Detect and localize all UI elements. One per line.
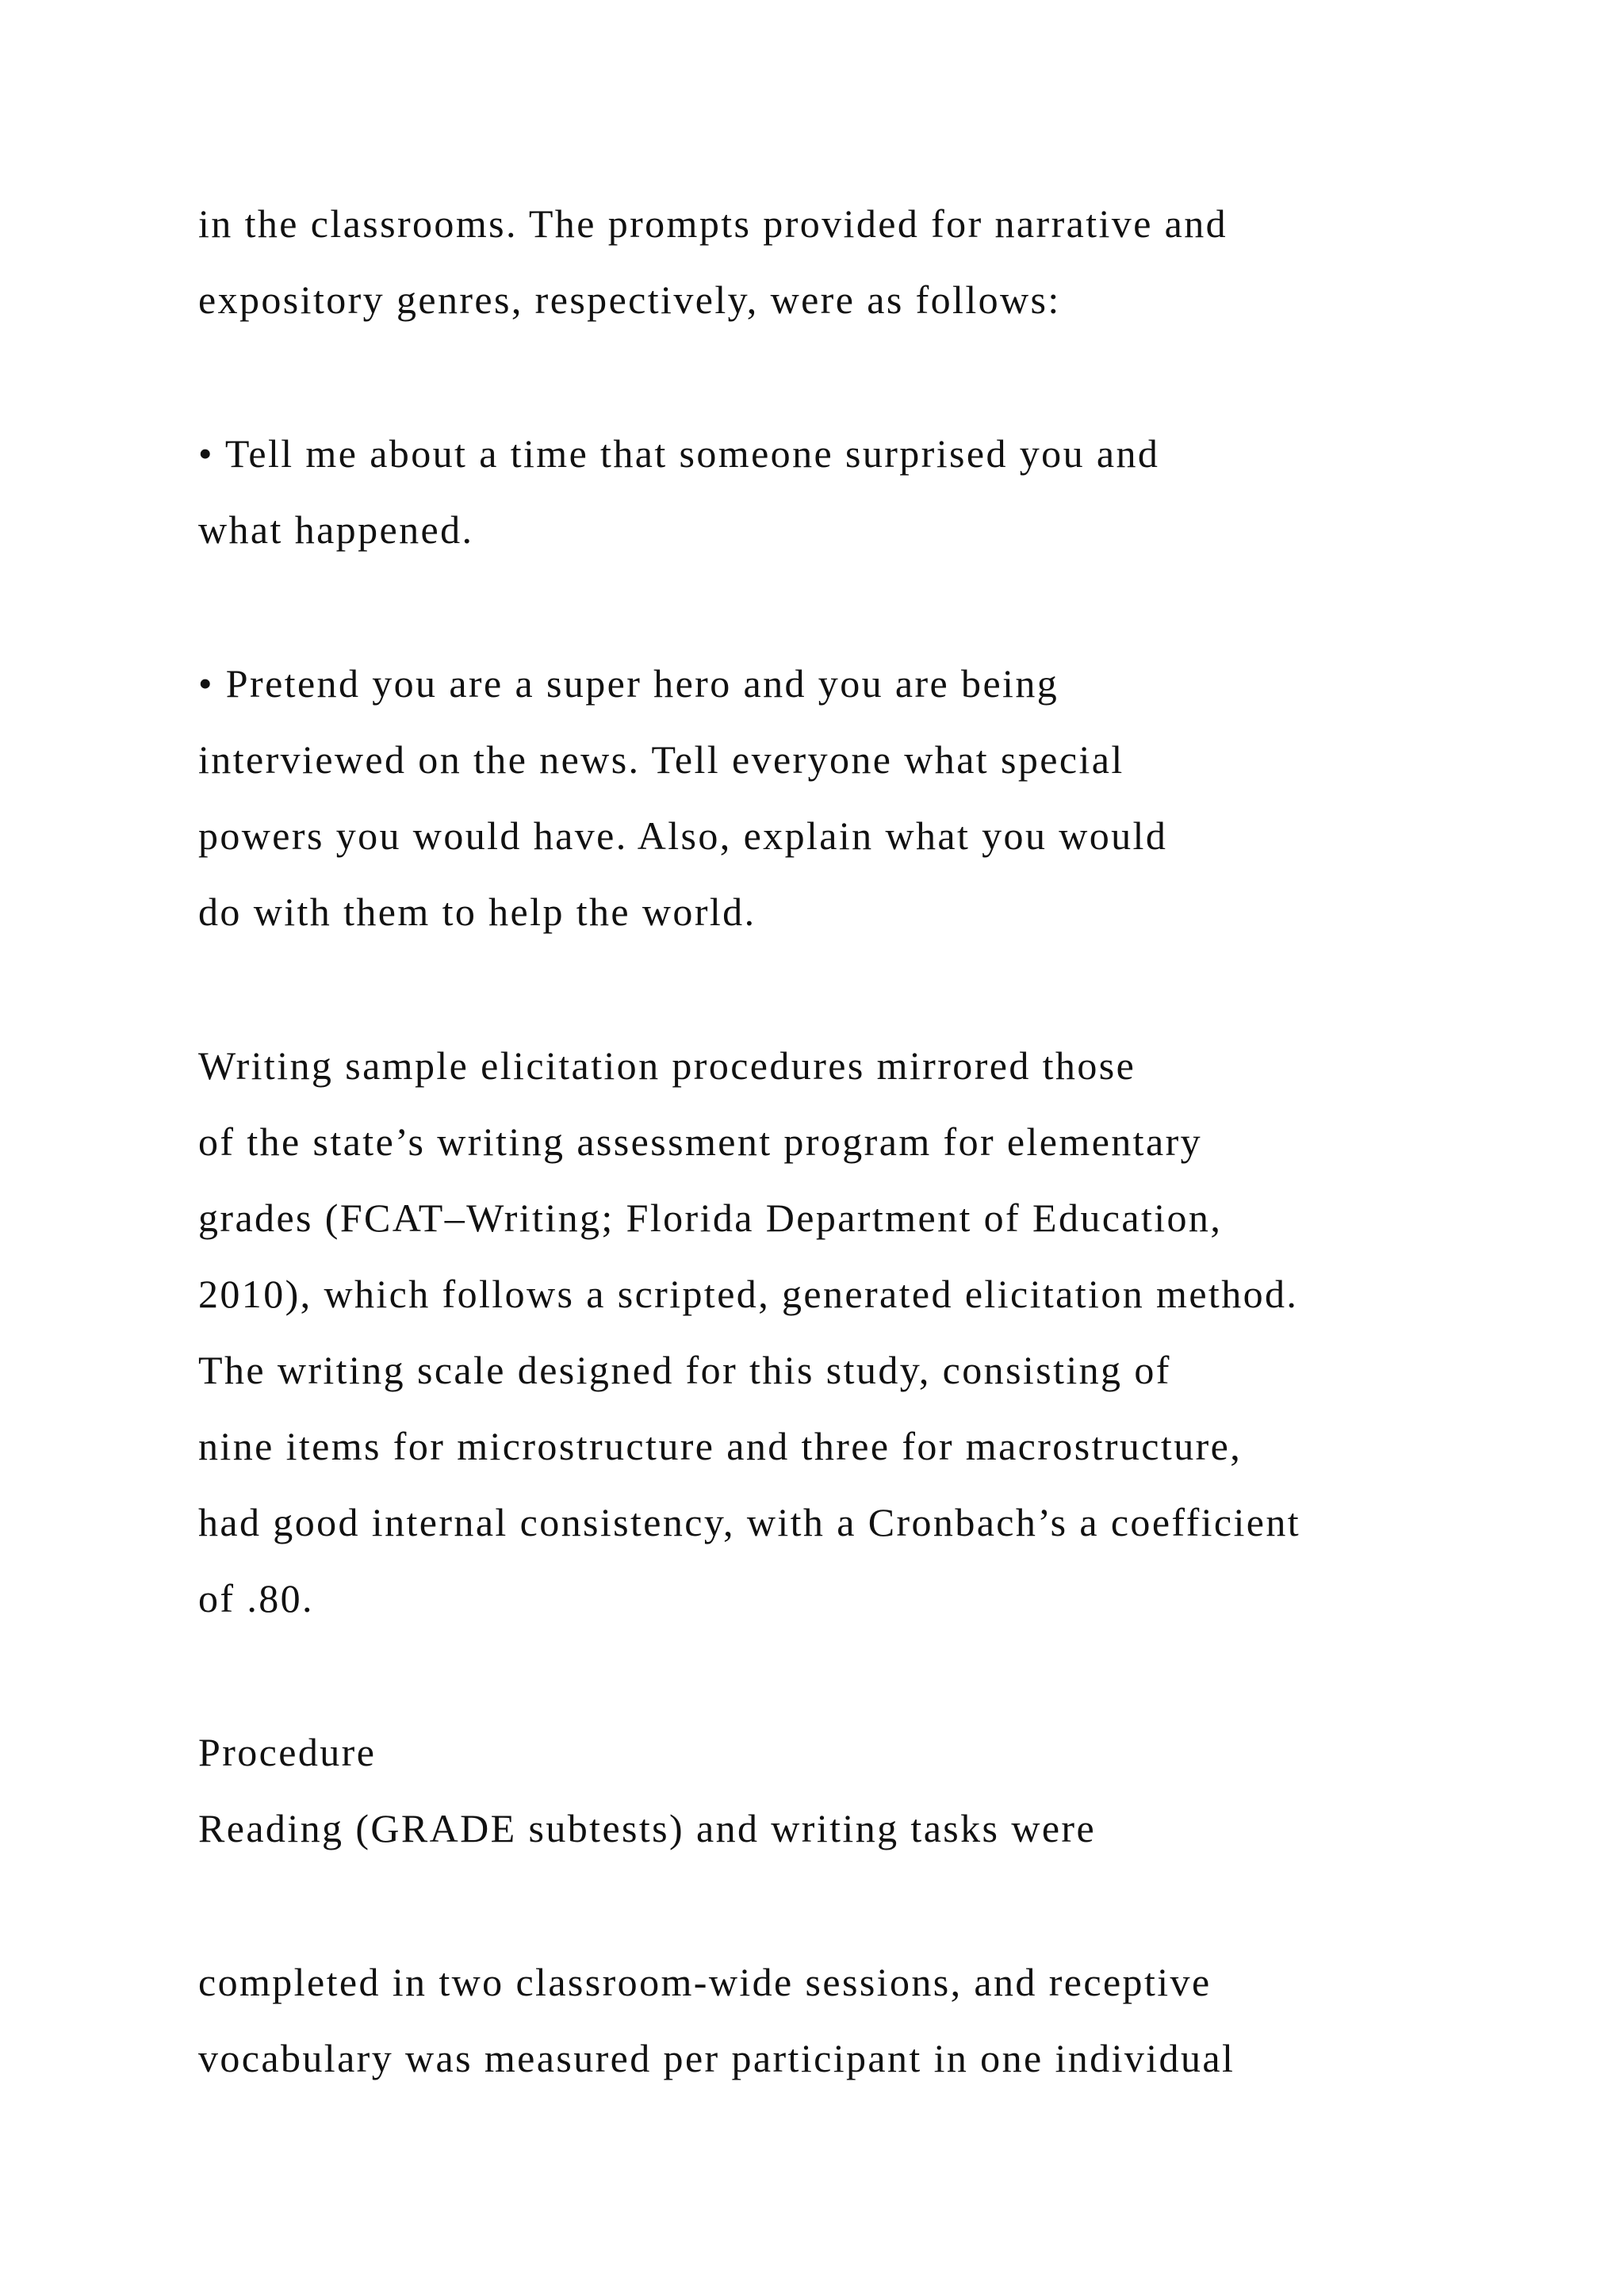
- text-line: Reading (GRADE subtests) and writing tasks were: [198, 1806, 1097, 1850]
- text-line: 2010), which follows a scripted, generated elicitation method.: [198, 1272, 1299, 1316]
- text-line: grades (FCAT–Writing; Florida Department of Education,: [198, 1196, 1223, 1240]
- section-heading: Procedure: [198, 1730, 377, 1774]
- text-line: had good internal consistency, with a Cronbach’s a coefficient: [198, 1500, 1301, 1544]
- text-line: nine items for microstructure and three for macrostructure,: [198, 1424, 1243, 1468]
- text-line: do with them to help the world.: [198, 890, 756, 934]
- text-line: vocabulary was measured per participant in one individual: [198, 2036, 1235, 2080]
- text-line: expository genres, respectively, were as follows:: [198, 277, 1061, 322]
- text-line: completed in two classroom-wide sessions, and receptive: [198, 1960, 1212, 2004]
- text-line: of the state’s writing assessment program for elementary: [198, 1119, 1203, 1164]
- text-line: powers you would have. Also, explain what you would: [198, 813, 1168, 858]
- bullet-item-text: • Tell me about a time that someone surprised you and: [198, 431, 1160, 476]
- text-line: what happened.: [198, 507, 474, 552]
- bullet-item-text: • Pretend you are a super hero and you are being: [198, 661, 1059, 706]
- text-line: Writing sample elicitation procedures mirrored those: [198, 1043, 1136, 1088]
- text-line: of .80.: [198, 1576, 314, 1621]
- text-line: interviewed on the news. Tell everyone what special: [198, 737, 1124, 782]
- text-line: in the classrooms. The prompts provided for narrative and: [198, 201, 1228, 246]
- text-line: The writing scale designed for this study, consisting of: [198, 1348, 1171, 1392]
